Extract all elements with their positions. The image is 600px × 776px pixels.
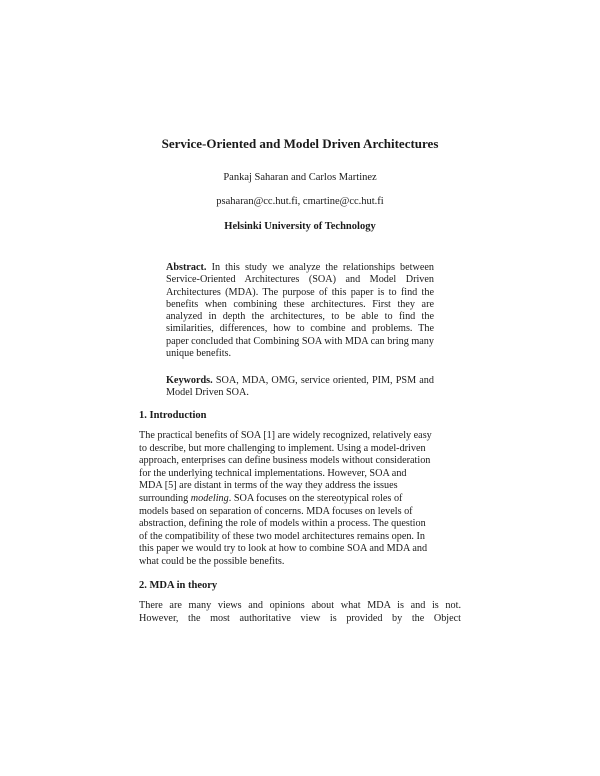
intro-line: models based on separation of concerns. MDA focuses on levels of — [139, 505, 413, 517]
mda-line: However, the most authoritative view is provided by the Object — [139, 612, 461, 624]
author-emails: psaharan@cc.hut.fi, cmartine@cc.hut.fi — [216, 196, 384, 207]
intro-line: abstraction, defining the role of models within a process. The question — [139, 518, 426, 530]
paper-title: Service-Oriented and Model Driven Architectures — [161, 136, 439, 151]
intro-line: approach, enterprises can define business models without consideration — [139, 455, 431, 467]
intro-line: of the compatibility of these two model architectures remains open. In — [139, 530, 426, 542]
emphasis-modeling: modeling — [190, 492, 229, 504]
abstract — [166, 262, 434, 360]
abstract-label: Abstract. — [166, 262, 207, 273]
introduction-body — [139, 430, 461, 569]
intro-line: to describe, but more challenging to implement. Using a model-driven — [139, 442, 426, 454]
keywords — [166, 375, 434, 400]
intro-line: what could be the possible benefits. — [139, 555, 285, 567]
intro-line: MDA [5] are distant in terms of the way they address the issues — [139, 480, 398, 492]
paper-authors: Pankaj Saharan and Carlos Martinez — [223, 172, 377, 183]
keywords-text: SOA, MDA, OMG, service oriented, PIM, PSM and Model Driven SOA. — [166, 375, 434, 399]
mda-theory-body — [139, 600, 461, 625]
intro-line-emphasis — [139, 493, 461, 506]
intro-line: for the underlying technical implementations. However, SOA and — [139, 467, 407, 479]
intro-line-tail: . SOA focuses on the stereotypical roles of — [228, 492, 403, 504]
keywords-label: Keywords. — [166, 375, 213, 386]
section-heading-mda-in-theory: 2. MDA in theory — [139, 580, 218, 591]
intro-line: this paper we would try to look at how to combine SOA and MDA and — [139, 543, 428, 555]
mda-line: There are many views and opinions about what MDA is and is not. — [139, 600, 461, 611]
intro-line: The practical benefits of SOA [1] are widely recognized, relatively easy — [139, 430, 432, 441]
intro-line-start: surrounding — [139, 492, 191, 504]
author-affiliation: Helsinki University of Technology — [224, 221, 376, 232]
abstract-text: In this study we analyze the relationships between Service-Oriented Architectures (SOA) and Model Driven Architectures (MDA). The purpose of this paper is to find the benefits when combining these architectures. First they are analyzed in depth the architectures, to be able to find the similarities, differences, how to combine and problems. The paper concluded that Combining SOA with MDA can bring many unique benefits. — [166, 262, 435, 360]
section-heading-introduction: 1. Introduction — [139, 410, 207, 421]
